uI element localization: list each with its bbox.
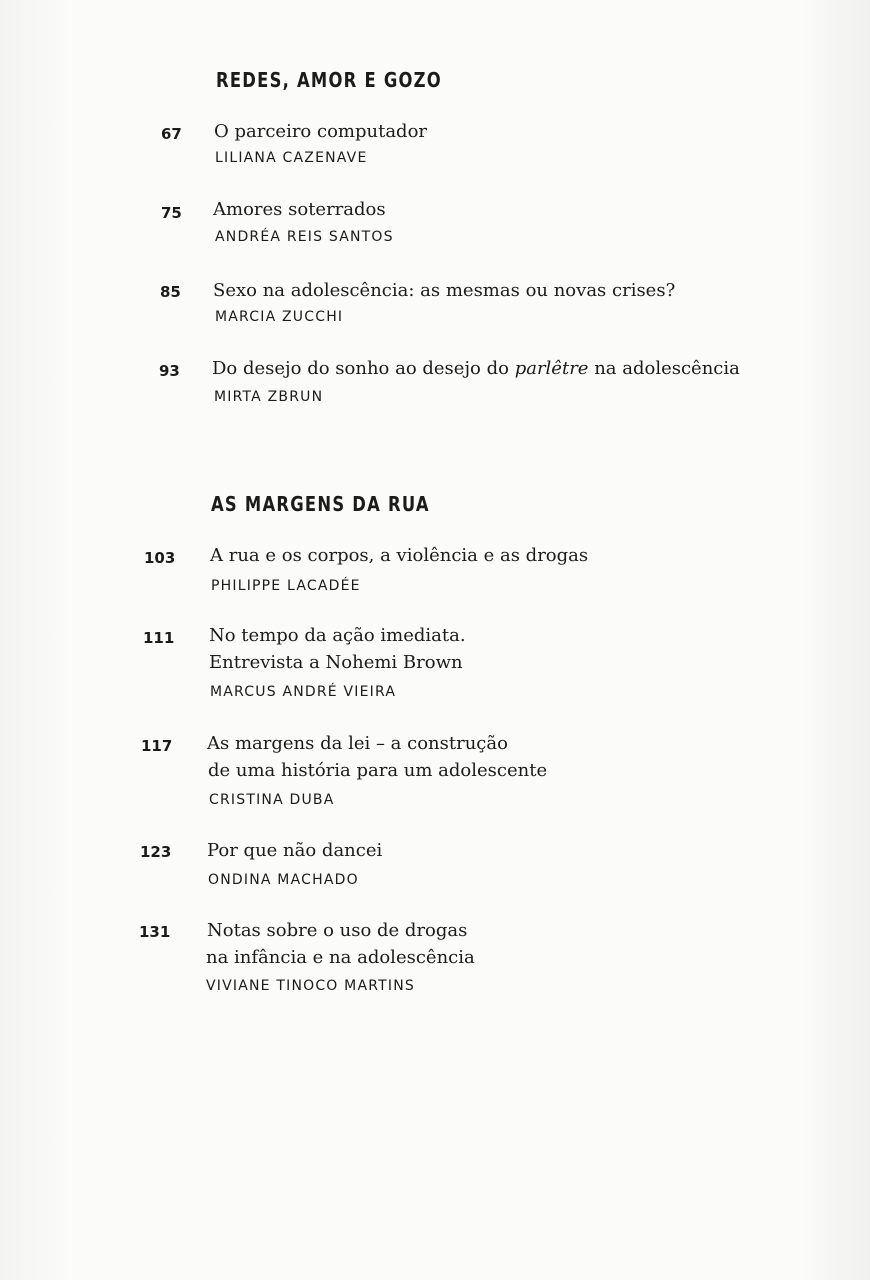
entry-title: A rua e os corpos, a violência e as drogas <box>210 545 589 566</box>
entry-title-line-2: na infância e na adolescência <box>206 947 475 968</box>
page-number: 85 <box>160 283 181 301</box>
page-number: 93 <box>159 362 180 380</box>
entry-author: ONDINA MACHADO <box>208 872 359 888</box>
section-title: REDES, AMOR E GOZO <box>216 68 442 92</box>
entry-author: LILIANA CAZENAVE <box>215 150 368 166</box>
section-title: AS MARGENS DA RUA <box>211 492 430 516</box>
page-number: 103 <box>144 549 176 567</box>
page-number: 111 <box>143 629 175 647</box>
entry-title: Sexo na adolescência: as mesmas ou novas crises? <box>213 280 676 301</box>
entry-title: O parceiro computador <box>214 121 428 142</box>
entry-title-line-2: Entrevista a Nohemi Brown <box>209 652 463 673</box>
entry-title: Do desejo do sonho ao desejo do parlêtre na adolescência <box>212 358 740 379</box>
page-number: 123 <box>140 843 172 861</box>
entry-author: MARCIA ZUCCHI <box>215 309 344 325</box>
entry-title-line-1: As margens da lei – a construção <box>207 733 508 754</box>
entry-title-line-1: Notas sobre o uso de drogas <box>207 920 468 941</box>
entry-title: Por que não dancei <box>207 840 383 861</box>
entry-author: MIRTA ZBRUN <box>214 389 324 405</box>
entry-author: ANDRÉA REIS SANTOS <box>215 229 394 245</box>
page-number: 131 <box>139 923 171 941</box>
entry-author: PHILIPPE LACADÉE <box>211 578 361 594</box>
entry-title-line-1: No tempo da ação imediata. <box>209 625 466 646</box>
entry-title-line-2: de uma história para um adolescente <box>208 760 548 781</box>
entry-author: VIVIANE TINOCO MARTINS <box>206 978 415 994</box>
page-number: 67 <box>161 125 182 143</box>
entry-title: Amores soterrados <box>213 199 386 220</box>
page-number: 75 <box>161 204 182 222</box>
page-number: 117 <box>141 737 173 755</box>
entry-author: MARCUS ANDRÉ VIEIRA <box>210 684 397 700</box>
entry-author: CRISTINA DUBA <box>209 792 335 808</box>
